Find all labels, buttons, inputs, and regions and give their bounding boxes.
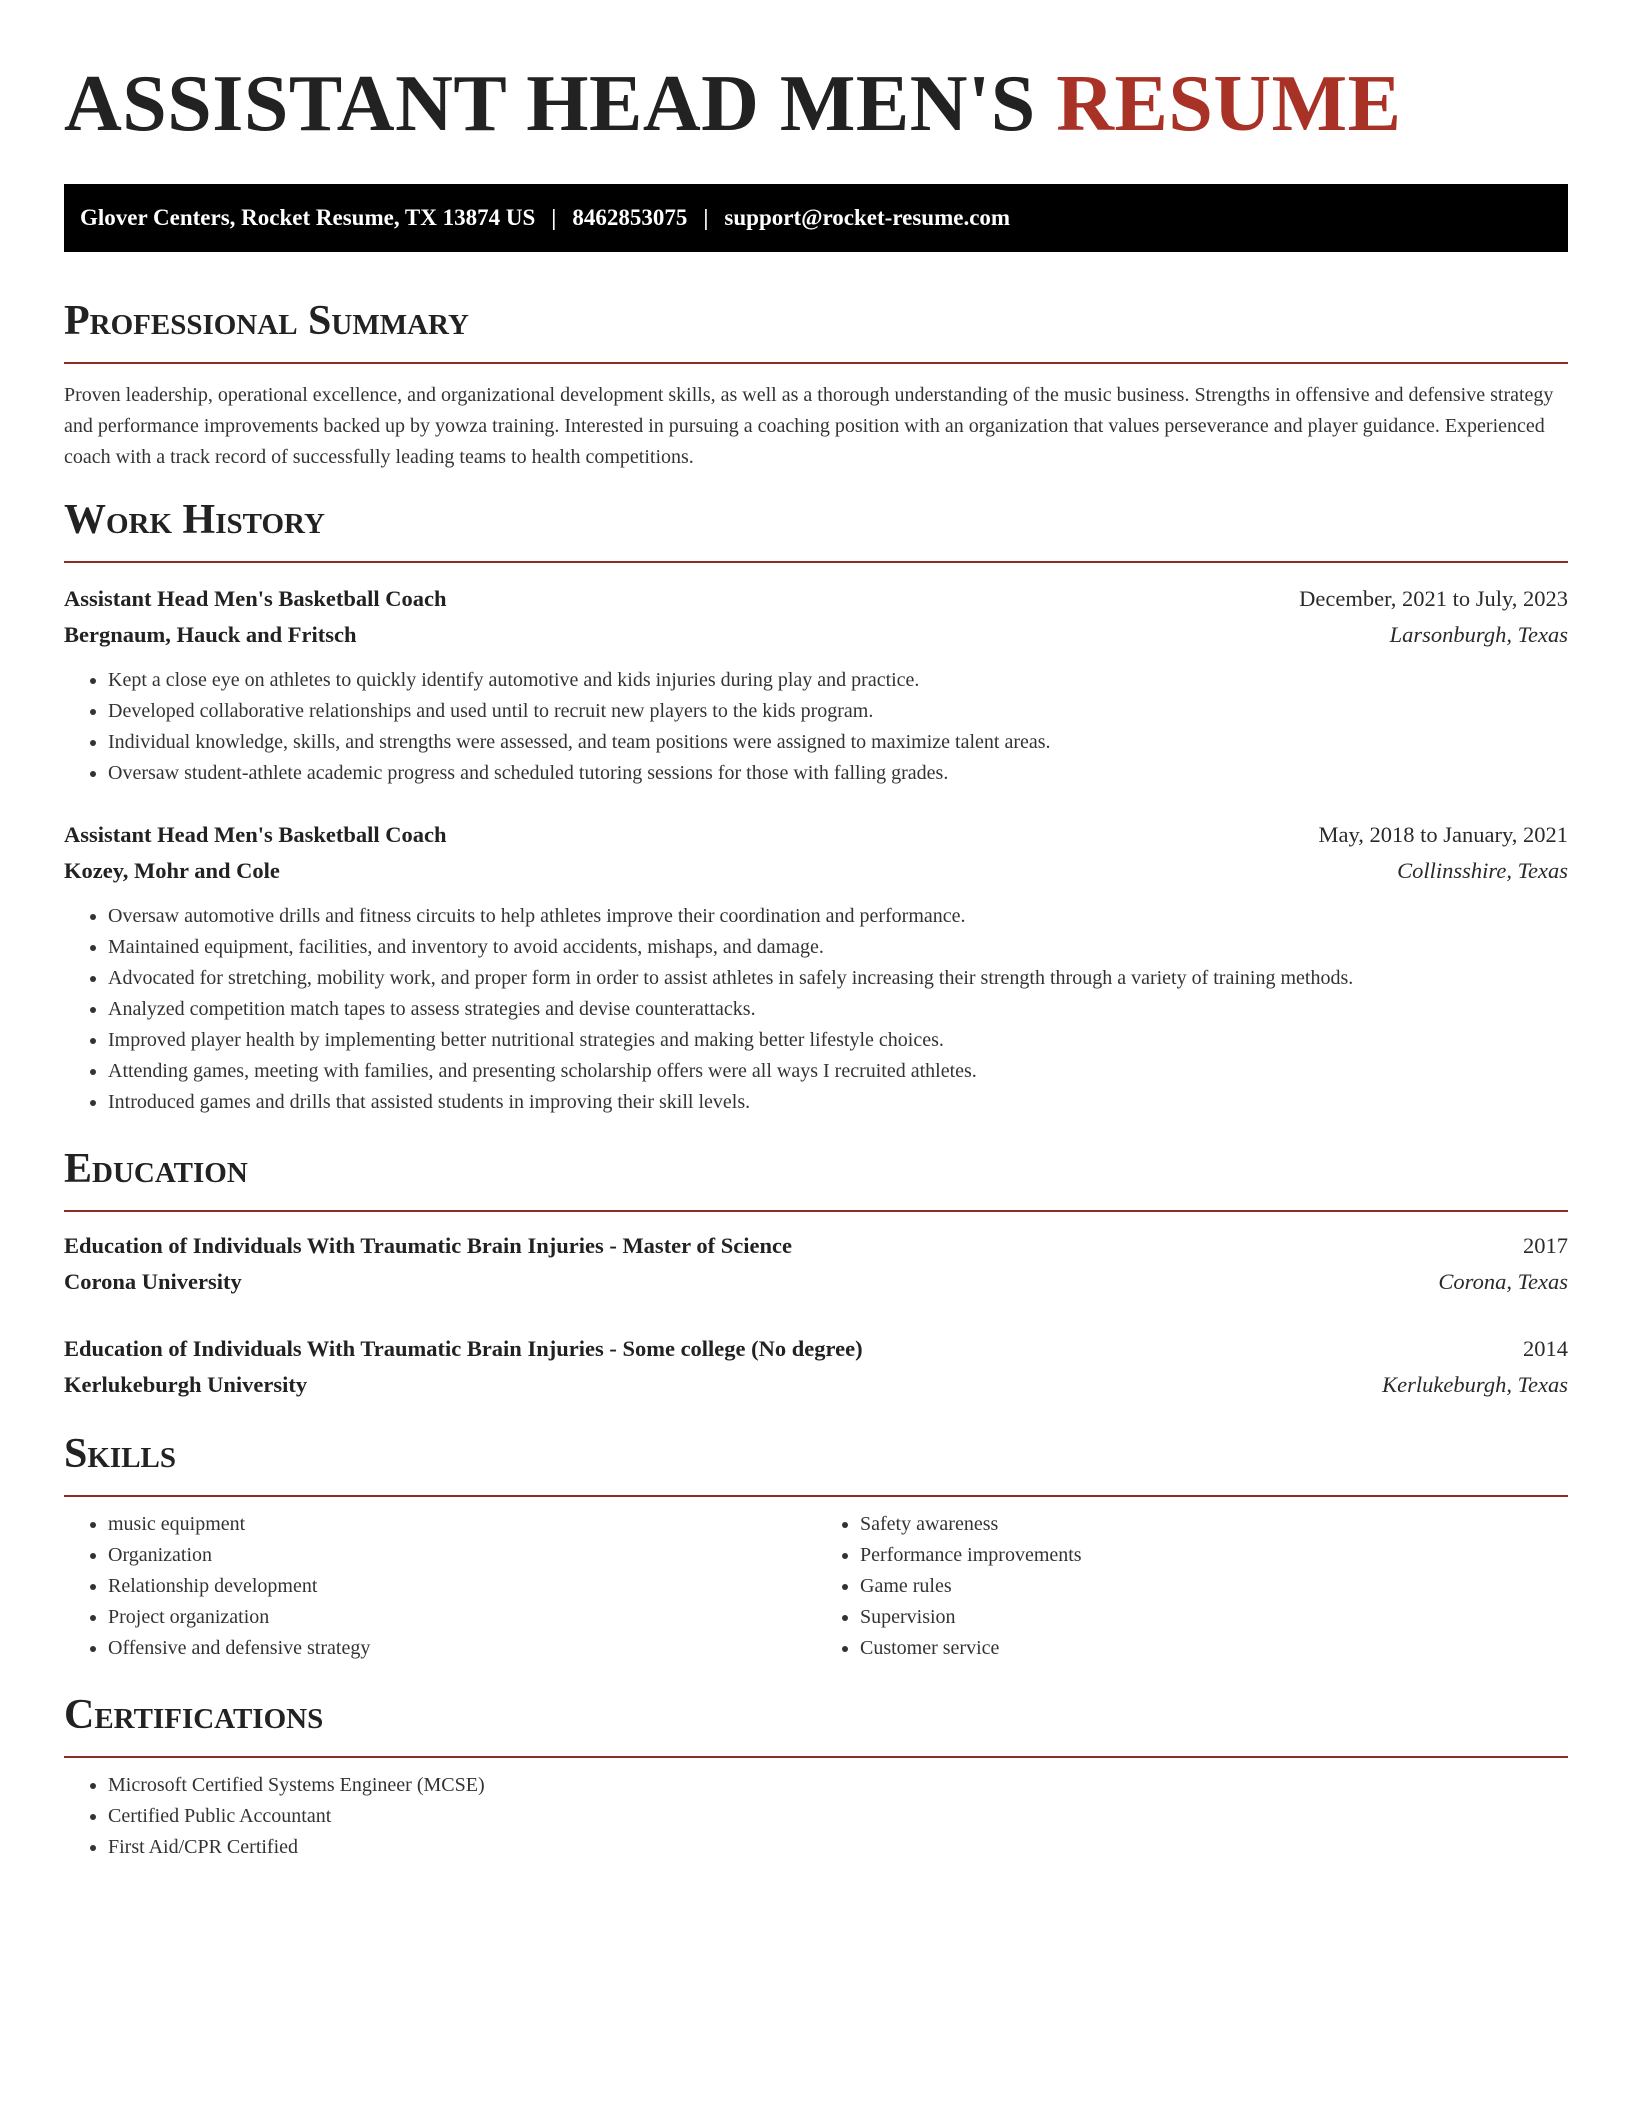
education-degree: Education of Individuals With Traumatic Brain Injuries - Master of Science [64,1233,792,1258]
title-main: ASSISTANT HEAD MEN'S [64,60,1036,148]
job-company: Kozey, Mohr and Cole [64,858,280,883]
job-header-row [64,581,1568,617]
contact-separator: | [703,205,709,230]
list-item: • Certified Public Accountant [108,1801,1568,1832]
education-school-row [64,1264,1568,1300]
title-accent: RESUME [1056,60,1402,148]
job-dates: May, 2018 to January, 2021 [1318,822,1568,847]
list-item: • Developed collaborative relationships and used until to recruit new players to the kids program. [108,696,1568,727]
job-company-row [64,617,1568,653]
list-item: • Improved player health by implementing better nutritional strategies and making better lifestyle choices. [108,1025,1568,1056]
skills-columns [64,1509,1568,1664]
certifications-list [64,1770,1568,1863]
education-entry [64,1331,1568,1403]
list-item: • Oversaw automotive drills and fitness circuits to help athletes improve their coordination and performance. [108,901,1568,932]
list-item: • Attending games, meeting with families, and presenting scholarship offers were all ways I recruited athletes. [108,1056,1568,1087]
job-dates: December, 2021 to July, 2023 [1299,586,1568,611]
skills-list-right [816,1509,1568,1664]
list-item: • Oversaw student-athlete academic progress and scheduled tutoring sessions for those with falling grades. [108,758,1568,789]
resume-title [64,54,1568,154]
section-divider [64,561,1568,563]
job-entry [64,817,1568,1118]
education-entry [64,1228,1568,1300]
education-heading: Education [64,1146,248,1192]
list-item: • Maintained equipment, facilities, and inventory to avoid accidents, mishaps, and damage. [108,932,1568,963]
skills-section [64,1429,1568,1664]
list-item: • Relationship development [108,1571,816,1602]
certifications-section [64,1690,1568,1863]
education-degree: Education of Individuals With Traumatic Brain Injuries - Some college (No degree) [64,1336,863,1361]
education-school: Corona University [64,1269,242,1294]
education-school: Kerlukeburgh University [64,1372,308,1397]
contact-separator: | [551,205,557,230]
job-location: Collinsshire, Texas [1397,858,1568,883]
job-location: Larsonburgh, Texas [1389,622,1568,647]
job-header-row [64,817,1568,853]
education-degree-row [64,1331,1568,1367]
education-location: Kerlukeburgh, Texas [1382,1372,1568,1397]
section-divider [64,1210,1568,1212]
list-item: • Supervision [860,1602,1568,1633]
education-year: 2017 [1523,1233,1568,1258]
contact-address: Glover Centers, Rocket Resume, TX 13874 US [80,205,536,230]
list-item: • Safety awareness [860,1509,1568,1540]
section-divider [64,362,1568,364]
education-school-row [64,1367,1568,1403]
list-item: • Offensive and defensive strategy [108,1633,816,1664]
list-item: • Game rules [860,1571,1568,1602]
education-location: Corona, Texas [1438,1269,1568,1294]
skills-list-left [64,1509,816,1664]
list-item: • First Aid/CPR Certified [108,1832,1568,1863]
education-section [64,1144,1568,1403]
summary-text: Proven leadership, operational excellence, and organizational development skills, as well as a thorough understanding of the music business. Strengths in offensive and defensive strategy and performance improvements backed up by yowza training. Interested in pursuing a coaching position with an organization that values perseverance and player guidance. Experienced coach with a track record of successfully leading teams to health competitions. [64,384,1554,468]
list-item: • Advocated for stretching, mobility work, and proper form in order to assist athletes in safely increasing their strength through a variety of training methods. [108,963,1568,994]
summary-section [64,296,1568,473]
job-company-row [64,853,1568,889]
list-item: • Kept a close eye on athletes to quickly identify automotive and kids injuries during play and practice. [108,665,1568,696]
list-item: • Microsoft Certified Systems Engineer (MCSE) [108,1770,1568,1801]
list-item: • Organization [108,1540,816,1571]
list-item: • Introduced games and drills that assisted students in improving their skill levels. [108,1087,1568,1118]
list-item: • Analyzed competition match tapes to assess strategies and devise counterattacks. [108,994,1568,1025]
contact-bar [64,184,1568,252]
list-item: • Project organization [108,1602,816,1633]
job-title: Assistant Head Men's Basketball Coach [64,822,447,847]
list-item: • Performance improvements [860,1540,1568,1571]
education-degree-row [64,1228,1568,1264]
job-title: Assistant Head Men's Basketball Coach [64,586,447,611]
section-divider [64,1495,1568,1497]
work-history-heading: Work History [64,497,325,543]
list-item: • Individual knowledge, skills, and strengths were assessed, and team positions were assigned to maximize talent areas. [108,727,1568,758]
job-bullets [64,665,1568,789]
job-bullets [64,901,1568,1118]
certifications-heading: Certifications [64,1692,324,1738]
list-item: • Customer service [860,1633,1568,1664]
job-company: Bergnaum, Hauck and Fritsch [64,622,357,647]
contact-phone: 8462853075 [572,205,688,230]
section-divider [64,1756,1568,1758]
education-year: 2014 [1523,1336,1568,1361]
work-history-section [64,495,1568,1118]
list-item: • music equipment [108,1509,816,1540]
skills-heading: Skills [64,1431,177,1477]
job-entry [64,581,1568,789]
contact-email: support@rocket-resume.com [724,205,1011,230]
summary-heading: Professional Summary [64,298,469,344]
